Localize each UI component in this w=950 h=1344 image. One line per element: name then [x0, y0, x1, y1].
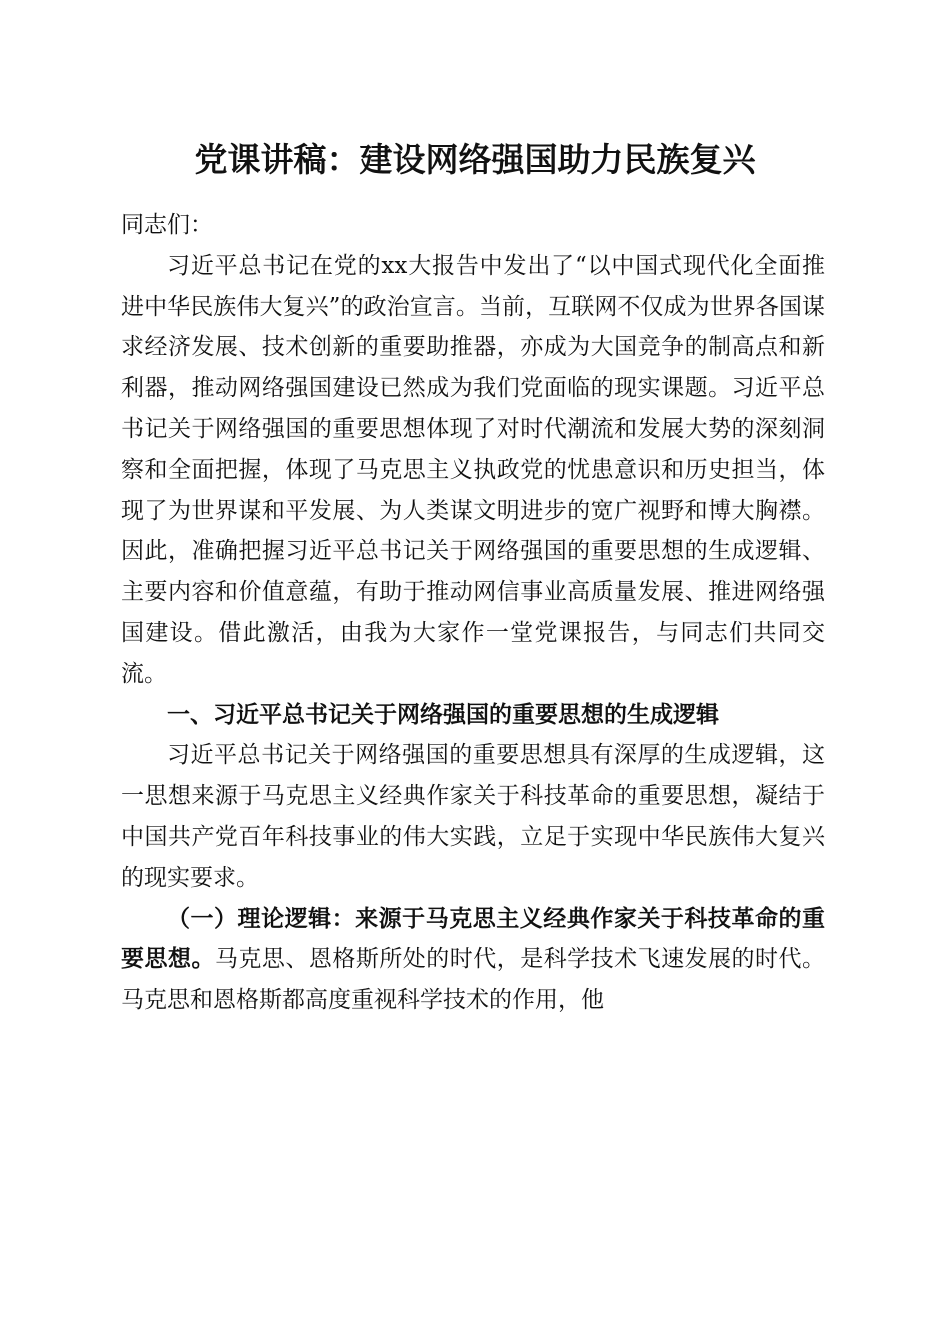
intro-paragraph: 习近平总书记在党的xx大报告中发出了“以中国式现代化全面推进中华民族伟大复兴”的政治宣言。当前，互联网不仅成为世界各国谋求经济发展、技术创新的重要助推器，亦成为大国竞争的制高点和新利器，推动网络强国建设已然成为我们党面临的现实课题。习近平总书记关于网络强国的重要思想体现了对时代潮流和发展大势的深刻洞察和全面把握，体现了马克思主义执政党的忧患意识和历史担当，体现了为世界谋和平发展、为人类谋文明进步的宽广视野和博大胸襟。因此，准确把握习近平总书记关于网络强国的重要思想的生成逻辑、主要内容和价值意蕴，有助于推动网信事业高质量发展、推进网络强国建设。借此激活，由我为大家作一堂党课报告，与同志们共同交流。 — [121, 252, 825, 687]
salutation: 同志们： — [121, 212, 213, 238]
subsection-1-text: 马克思、恩格斯所处的时代，是科学技术飞速发展的时代。马克思和恩格斯都高度重视科学技术的作用，他 — [121, 946, 826, 1014]
subsection-1-paragraph — [121, 899, 825, 1021]
section-1-paragraph: 习近平总书记关于网络强国的重要思想具有深厚的生成逻辑，这一思想来源于马克思主义经典作家关于科技革命的重要思想，凝结于中国共产党百年科技事业的伟大实践，立足于实现中华民族伟大复兴的现实要求。 — [121, 742, 825, 891]
section-heading-1: 一、习近平总书记关于网络强国的重要思想的生成逻辑 — [167, 701, 719, 728]
document-body — [121, 205, 825, 1021]
subsection-heading-1: （一）理论逻辑：来源于马克思主义经典作家关于科技革命的重要思想。 — [121, 904, 825, 973]
document-title: 党课讲稿：建设网络强国助力民族复兴 — [194, 140, 756, 179]
